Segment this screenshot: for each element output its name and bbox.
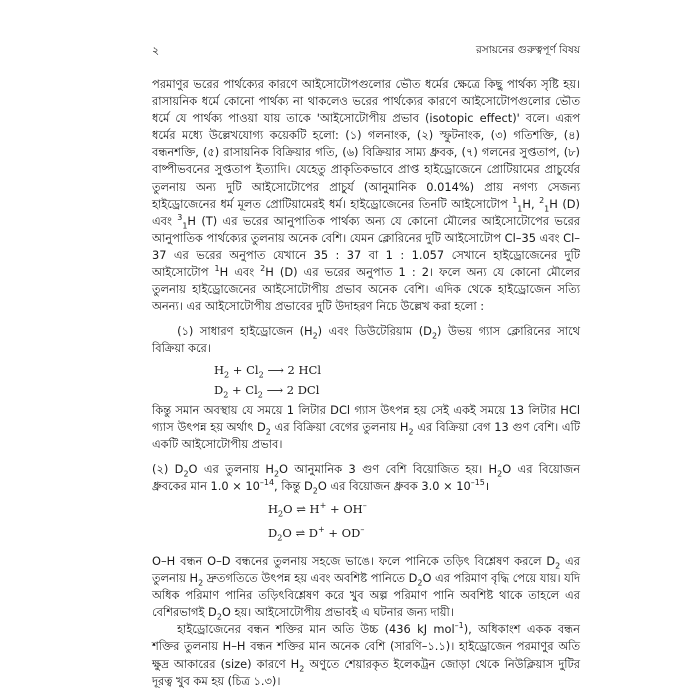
page-number: ২ (152, 44, 160, 57)
paragraph-isotopic-effect-intro: পরমাণুর ভরের পার্থক্যের কারণে আইসোটোপগুলোর ভৌত ধর্মের ক্ষেত্রে কিছু পার্থক্য সৃষ্টি হয়। রাসায়নিক ধর্মে কোনো পার্থক্য না থাকলেও ভরের পার্থক্যের কারণে আইসোটোপগুলোর ভৌত ধর্মে যে পার্থক্য পাওয়া যায় তাকে 'আইসোটোপীয় প্রভাব (isotopic effect)' বলে। এরূপ ধর্মের মধ্যে উল্লেখযোগ্য কয়েকটি হলো: (১) গলনাংক, (২) স্ফুটনাংক, (৩) গতিশক্তি, (৪) বন্ধনশক্তি, (৫) রাসায়নিক বিক্রিয়ার গতি, (৬) বিক্রিয়ার সাম্য ধ্রুবক, (৭) গলনের সুপ্ততাপ, (৮) বাষ্পীভবনের সুপ্ততাপ ইত্যাদি। যেহেতু প্রাকৃতিকভাবে প্রাপ্ত হাইড্রোজেনে প্রোটিয়ামের প্রাচুর্যের তুলনায় অন্য দুটি আইসোটোপের প্রাচুর্য (আনুমানিক 0.014%) প্রায় নগণ্য সেজন্য হাইড্রোজেনের ধর্ম মূলত প্রোটিয়ামেরই ধর্ম। হাইড্রোজেনের তিনটি আইসোটোপ $^1_1$H, $^2_1$H (D) এবং $^3_1$H (T) এর ভরের আনুপাতিক পার্থক্য অন্য যে কোনো মৌলের আইসোটোপের ভরের আনুপাতিক পার্থক্যের তুলনায় অনেক বেশি। যেমন ক্লোরিনের দুটি আইসোটোপ Cl–35 এবং Cl–37 এর ভরের অনুপাত যেখানে 35 : 37 বা 1 : 1.057 সেখানে হাইড্রোজেনের দুটি আইসোটোপ $^1$H এবং $^2$H (D) এর ভরের অনুপাত 1 : 2। ফলে অন্য যে কোনো মৌলের তুলনায় হাইড্রোজেনের আইসোটোপীয় প্রভাব অনেক বেশি। এদিক থেকে হাইড্রোজেন সত্যি অনন্য। এর আইসোটোপীয় প্রভাবের দুটি উদাহরণ নিচে উল্লেখ করা হলো : (152, 77, 581, 314)
body-text (152, 76, 580, 690)
page-header (152, 42, 580, 58)
equation-hcl: $H_2 + Cl_2$ ⟶ 2 HCl (214, 362, 321, 379)
equation-h2o-dissociation: $H_2O$ ⇌ H+ + OH– (268, 501, 367, 519)
dissociation-equations (152, 497, 580, 545)
paragraph-bond-energy: হাইড্রোজেনের বন্ধন শক্তির মান অতি উচ্চ (436 kJ mol$^{-1}$), অধিকাংশ একক বন্ধন শক্তির তুলনায় H–H বন্ধন শক্তির মান অনেক বেশি (সারণি–১.১)। হাইড্রোজেন পরমাণুর অতি ক্ষুদ্র আকারের (size) কারণে $H_2$ অণুতে শেয়ারকৃত ইলেকট্রন জোড়া থেকে নিউক্লিয়াস দুটির দূরত্ব খুব কম হয় (চিত্র ১.৩)। (152, 621, 580, 688)
chlorination-equations (152, 360, 580, 400)
paragraph-example-1: (১) সাধারণ হাইড্রোজেন $(H_2)$ এবং ডিউটেরিয়াম $(D_2)$ উভয় গ্যাস ক্লোরিনের সাথে বিক্রিয়া করে। (152, 324, 580, 356)
paragraph-electrolysis: O–H বন্ধন O–D বন্ধনের তুলনায় সহজে ভাঙে। ফলে পানিকে তড়িৎ বিশ্লেষণ করলে $D_2$ এর তুলনায় $H_2$ দ্রুতগতিতে উৎপন্ন হয় এবং অবশিষ্ট পানিতে $D_2O$ এর পরিমাণ বৃদ্ধি পেয়ে যায়। যদি অধিক পরিমাণ পানির তড়িৎবিশ্লেষণ করে খুব অল্প পরিমাণ পানি অবশিষ্ট থাকে তাহলে এর বেশিরভাগই $D_2O$ হয়। আইসোটোপীয় প্রভাবই এ ঘটনার জন্য দায়ী। (152, 553, 580, 622)
equation-dcl: $D_2 + Cl_2$ ⟶ 2 DCl (214, 382, 320, 399)
book-page (118, 14, 586, 688)
equation-d2o-dissociation: $D_2O$ ⇌ D+ + OD– (268, 525, 365, 543)
running-head: রসায়নের গুরুত্বপূর্ণ বিষয় (475, 44, 580, 56)
paragraph-example-2: (২) $D_2O$ এর তুলনায় $H_2O$ আনুমানিক 3 গুণ বেশি বিয়োজিত হয়। $H_2O$ এর বিয়োজন ধ্রুবকের মান $1.0 \times 10^{-14}$, কিন্তু $D_2O$ এর বিয়োজন ধ্রুবক $3.0 \times 10^{-15}।$ (152, 461, 581, 496)
paragraph-reaction-rate: কিন্তু সমান অবস্থায় যে সময়ে 1 লিটার DCl গ্যাস উৎপন্ন হয় সেই একই সময়ে 13 লিটার HCl গ্যাস উৎপন্ন হয় অর্থাৎ $D_2$ এর বিক্রিয়া বেগের তুলনায় $H_2$ এর বিক্রিয়া বেগ 13 গুণ বেশি। এটি একটি আইসোটোপীয় প্রভাব। (152, 402, 581, 451)
